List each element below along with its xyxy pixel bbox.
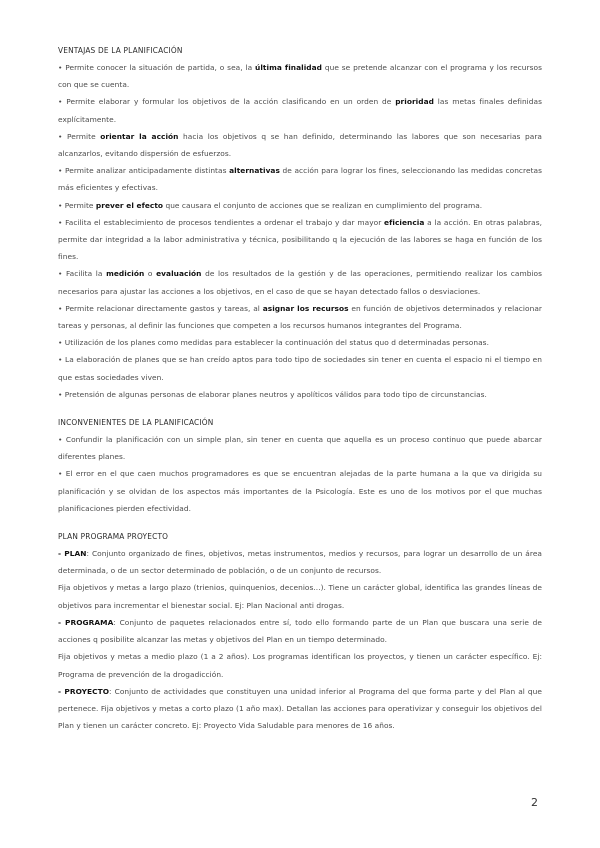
text-run: • Permite relacionar directamente gastos y tareas, al (58, 303, 263, 313)
emphasized-text: - PLAN (58, 549, 87, 559)
emphasized-text: evaluación (156, 269, 202, 279)
paragraph (58, 648, 542, 682)
emphasized-text: asignar los recursos (262, 303, 349, 313)
text-run: : Conjunto de paquetes relacionados entre sí, todo ello formando parte de un Plan que buscara una serie de acciones q posibilite alcanzar las metas y objetivos del Plan en un tiempo determinado. (58, 617, 542, 645)
paragraph (58, 683, 542, 735)
paragraph (58, 431, 542, 465)
text-run: • Facilita la (58, 269, 107, 279)
text-run: Fija objetivos y metas a medio plazo (1 a 2 años). Los programas identifican los proyectos, y tienen un carácter específico. Ej: Programa de prevención de la drogadicción. (58, 652, 542, 679)
text-run: • El error en el que caen muchos programadores es que se encuentran alejadas de la parte humana a la que va dirigida su planificación y se olvidan de los aspectos más importantes de la Psicología. Este es uno de los motivos por el que muchas planificaciones pierden efectividad. (58, 469, 542, 513)
page-content (58, 44, 542, 734)
emphasized-text: - PROGRAMA (58, 617, 114, 627)
text-run: • Pretensión de algunas personas de elaborar planes neutros y apolíticos válidos para todo tipo de circunstancias. (58, 389, 487, 399)
section-title: VENTAJAS DE LA PLANIFICACIÓN (58, 45, 183, 55)
paragraph (58, 545, 542, 579)
section-title: PLAN PROGRAMA PROYECTO (58, 531, 169, 542)
paragraph (58, 465, 542, 517)
text-run: • Permite conocer la situación de partida, o sea, la (58, 63, 256, 72)
section-title: INCONVENIENTES DE LA PLANIFICACIÓN (58, 417, 214, 428)
emphasized-text: medición (106, 269, 145, 279)
text-run: : Conjunto organizado de fines, objetivos, metas instrumentos, medios y recursos, para lograr un desarrollo de un área determinada, o de un sector determinado de población, o de un conjunto de recursos. (58, 549, 542, 576)
text-run: que causara el conjunto de acciones que se realizan en cumplimiento del programa. (163, 200, 483, 210)
text-run: • Permite analizar anticipadamente distintas (58, 166, 230, 176)
section-spacer (58, 403, 542, 416)
text-run: • Facilita el establecimiento de procesos tendientes a ordenar el trabajo y dar mayor (58, 217, 385, 227)
text-run: de acción para lograr los fines, seleccionando las medidas concretas más eficientes y efectivas. (58, 166, 542, 193)
emphasized-text: eficiencia (384, 217, 425, 227)
text-run: a la acción. En otras palabras, permite dar integridad a la labor administrativa y técnica, posibilitando q la ejecución de las labores se haga en función de los fines. (58, 217, 543, 262)
text-run: hacia los objetivos q se han definido, determinando las labores que son necesarias para alcanzarlos, evitando dispersión de esfuerzos. (58, 131, 542, 159)
emphasized-text: - PROYECTO (58, 686, 110, 696)
emphasized-text: última finalidad (255, 63, 323, 72)
paragraph (58, 214, 542, 266)
emphasized-text: prioridad (395, 97, 434, 107)
text-run: o (144, 269, 157, 279)
text-run: : Conjunto de actividades que constituyen una unidad inferior al Programa del que forma parte y del Plan al que pertenece. Fija objetivos y metas a corto plazo (1 año max). Detallan las acciones para operativizar y conseguir los objetivos del Plan y tienen un carácter concreto. Ej: Proyecto Vida Saludable para menores de 16 años. (58, 686, 543, 731)
text-run: • Permite (58, 131, 101, 141)
paragraph (58, 197, 542, 214)
text-run: • Permite elaborar y formular los objetivos de la acción clasificando en un orden de (58, 97, 396, 107)
text-run: • Utilización de los planes como medidas para establecer la continuación del status quo d determinadas personas. (58, 338, 489, 348)
text-run: Fija objetivos y metas a largo plazo (trienios, quinquenios, decenios...). Tiene un carácter global, identifica las grandes líneas de objetivos para incrementar el bienestar social. Ej: Plan Nacional anti drogas. (58, 583, 542, 610)
paragraph (58, 351, 542, 385)
emphasized-text: prever el efecto (95, 200, 164, 210)
text-run: • La elaboración de planes que se han creído aptos para todo tipo de sociedades sin tener en cuenta el espacio ni el tiempo en que estas sociedades viven. (58, 355, 542, 382)
text-run: que se pretende alcanzar con el programa y los recursos con que se cuenta. (58, 63, 542, 90)
paragraph (58, 614, 542, 648)
text-run: • Confundir la planificación con un simple plan, sin tener en cuenta que aquella es un proceso continuo que puede abarcar diferentes planes. (58, 435, 542, 462)
paragraph (58, 128, 542, 162)
paragraph (58, 162, 542, 196)
text-run: • Permite (58, 200, 96, 210)
paragraph (58, 579, 542, 613)
paragraph (58, 334, 542, 351)
section-spacer (58, 517, 542, 530)
text-run: de los resultados de la gestión y de las operaciones, permitiendo realizar los cambios necesarios para ajustar las acciones a los objetivos, en el caso de que se hayan detectado fallos o desviaciones. (58, 269, 543, 296)
text-run: en función de objetivos determinados y relacionar tareas y personas, al definir las funciones que competen a los recursos humanos integrantes del Programa. (58, 303, 542, 331)
emphasized-text: orientar la acción (100, 131, 179, 141)
emphasized-text: alternativas (229, 166, 280, 176)
paragraph (58, 386, 542, 403)
text-run: las metas finales definidas explícitamente. (58, 97, 543, 124)
page-number: 2 (531, 796, 538, 809)
paragraph (58, 300, 542, 334)
paragraph (58, 93, 542, 127)
paragraph (58, 265, 542, 299)
paragraph (58, 59, 542, 93)
